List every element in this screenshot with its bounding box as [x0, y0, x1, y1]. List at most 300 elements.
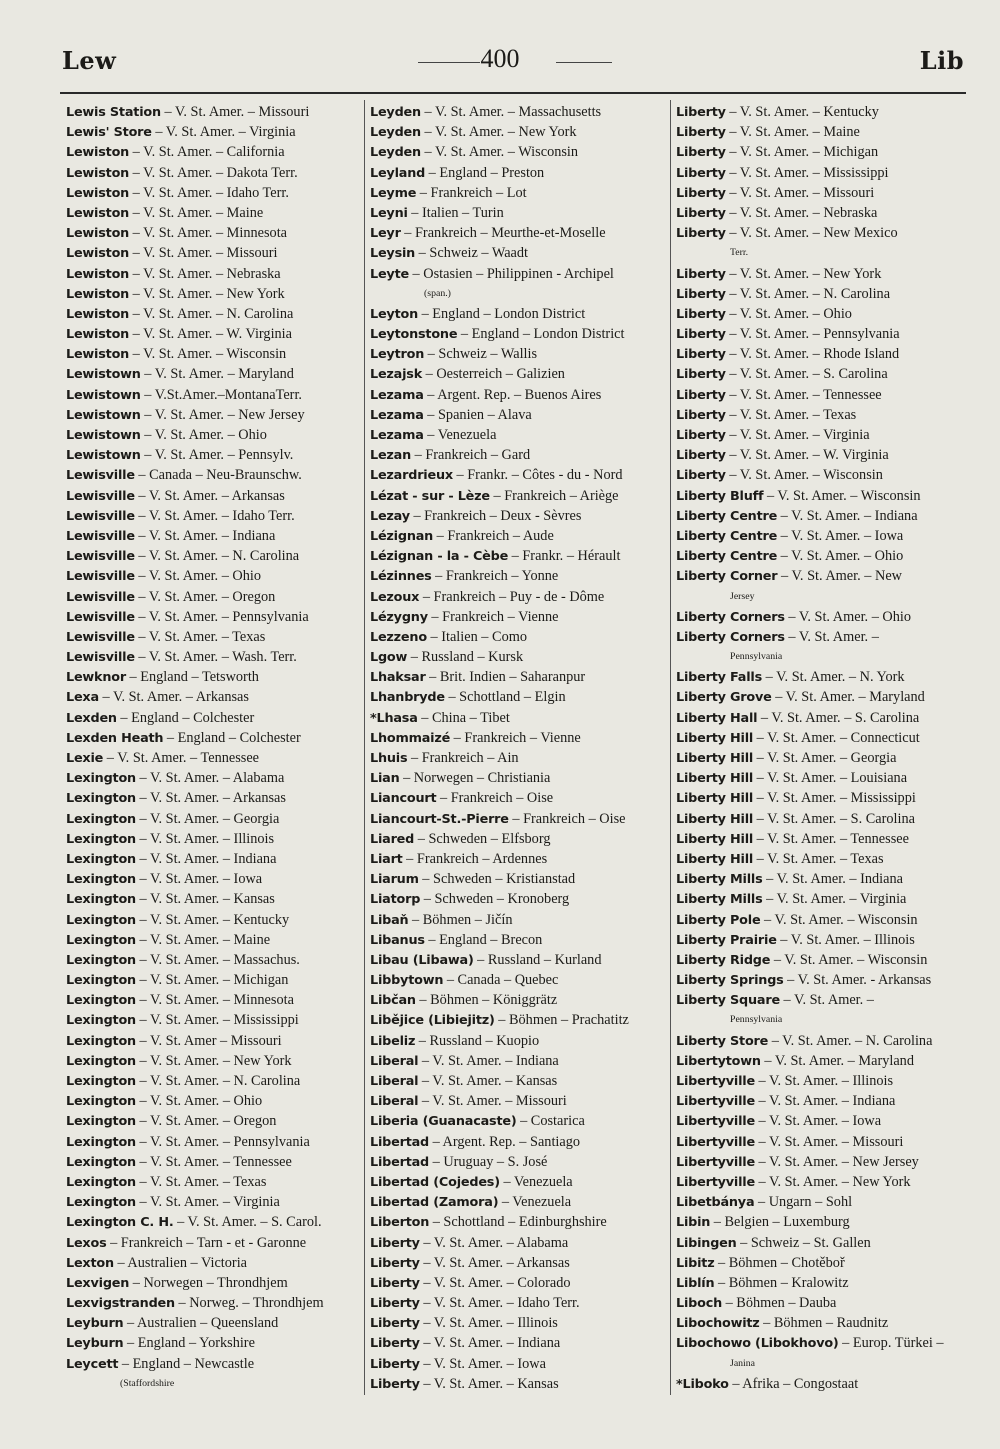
gazetteer-entry [370, 566, 668, 586]
entry-continuation-text: Pennsylvania [730, 1014, 783, 1026]
gazetteer-entry [66, 990, 360, 1010]
place-name: Lézignan [370, 528, 434, 544]
entry-location: – Frankreich – Ariège [489, 487, 619, 504]
place-name: Liberty [676, 205, 726, 221]
gazetteer-entry [370, 223, 668, 243]
place-name: Libbytown [370, 973, 444, 989]
place-name: Liberty Bluff [676, 488, 764, 504]
place-name: Liberty [676, 145, 726, 161]
gazetteer-entry [676, 849, 968, 869]
gazetteer-entry [66, 910, 360, 930]
place-name: Lexington [66, 872, 136, 888]
place-name: Libetbánya [676, 1195, 755, 1211]
place-name: Liberty Grove [676, 690, 772, 706]
place-name: Liboch [676, 1296, 722, 1312]
place-name: Leyte [370, 266, 409, 282]
place-name: Liarum [370, 872, 419, 888]
entry-location: – Frankreich – Puy - de - Dôme [419, 588, 605, 605]
place-name: Liberty [370, 1275, 420, 1291]
place-name: Lewiston [66, 165, 130, 181]
gazetteer-entry [370, 788, 668, 808]
place-name: Liancourt-St.-Pierre [370, 811, 509, 827]
entry-location: – V. St. Amer. – New York [420, 124, 577, 141]
place-name: *Liboko [676, 1376, 729, 1392]
entry-location: – V. St. Amer. – Pennsylvania [134, 608, 309, 625]
gazetteer-entry [66, 1152, 360, 1172]
entry-location: – V. St. Amer. – Indiana [418, 1052, 559, 1069]
page-number: 400 [480, 44, 520, 73]
place-name: Lewisville [66, 549, 135, 565]
entry-location: – V. St. Amer. – Indiana [754, 1093, 896, 1110]
gazetteer-entry [66, 1111, 360, 1131]
gazetteer-entry [676, 566, 968, 586]
place-name: Lexington [66, 912, 136, 928]
gazetteer-entry [66, 647, 360, 667]
gazetteer-entry [66, 425, 360, 445]
place-name: Liberty Centre [676, 508, 778, 524]
gazetteer-entry [676, 788, 968, 808]
place-name: Lezzeno [370, 629, 427, 645]
gazetteer-entry [370, 405, 668, 425]
place-name: Liberty [676, 226, 726, 242]
place-name: Lezan [370, 448, 412, 464]
gazetteer-entry [370, 950, 668, 970]
entry-location: – V. St. Amer – Missouri [135, 1032, 282, 1049]
place-name: Liberty Store [676, 1033, 769, 1049]
place-name: Liberty [676, 165, 726, 181]
gazetteer-entry [370, 970, 668, 990]
gazetteer-entry [370, 203, 668, 223]
gazetteer-entry [66, 223, 360, 243]
gazetteer-entry [676, 1111, 968, 1131]
place-name: Liberty [676, 428, 726, 443]
entry-location: – V. St. Amer. – Pennsylvania [135, 1133, 310, 1150]
place-name: Lexington [66, 1013, 136, 1029]
gazetteer-entry [676, 1233, 968, 1253]
gazetteer-entry [66, 203, 360, 223]
place-name: Liberty Hill [676, 771, 754, 787]
gazetteer-entry [66, 1192, 360, 1212]
gazetteer-entry [676, 1293, 968, 1313]
place-name: Lexos [66, 1235, 107, 1251]
gazetteer-entry [370, 1253, 668, 1273]
place-name: Liberty Centre [676, 549, 778, 565]
gazetteer-entry [370, 1233, 668, 1253]
gazetteer-entry [66, 445, 360, 465]
gazetteer-entry [676, 486, 968, 506]
entry-location: – Schweiz – Wallis [424, 346, 538, 363]
entry-location: – V. St. Amer. – New Mexico [725, 225, 898, 242]
entry-location: – V. St. Amer. – Texas [135, 1173, 267, 1190]
gazetteer-entry [370, 1172, 668, 1192]
gazetteer-entry [66, 1031, 360, 1051]
place-name: Liberty Hill [676, 751, 754, 766]
place-name: Liberty [676, 185, 726, 201]
place-name: Lewisville [66, 528, 135, 544]
place-name: Leyton [370, 306, 418, 322]
gazetteer-entry [66, 142, 360, 162]
place-name: Leytron [370, 347, 425, 363]
entry-location: – V. St. Amer. – Iowa [419, 1355, 546, 1372]
gazetteer-entry [676, 425, 968, 445]
place-name: Leycett [66, 1356, 119, 1372]
place-name: Liberty Pole [676, 912, 761, 928]
entry-location: – Frankreich – Deux - Sèvres [409, 507, 582, 524]
place-name: Liberty [676, 105, 726, 120]
place-name: Lezajsk [370, 367, 423, 383]
gazetteer-entry [370, 768, 668, 788]
entry-location: – V. St. Amer. – New York [754, 1173, 911, 1190]
place-name: Libertyville [676, 1114, 755, 1130]
entry-location: – V. St. Amer. – Wash. Terr. [134, 649, 297, 666]
place-name: Lexington [66, 973, 136, 989]
gazetteer-entry [676, 284, 968, 304]
entry-location: – V. St. Amer. – Ohio [135, 1093, 263, 1110]
gazetteer-entry [370, 344, 668, 364]
entry-continuation-text: Janina [730, 1357, 756, 1369]
entry-location: – V. St. Amer. – Missouri [160, 104, 310, 120]
place-name: Lexington [66, 1174, 136, 1190]
entry-location: – Norwegen – Christiania [399, 770, 551, 787]
gazetteer-entry [66, 1273, 360, 1293]
gazetteer-entry [676, 687, 968, 707]
entry-location: – V. St. Amer. – Minnesota [129, 225, 288, 242]
entry-location: – Argent. Rep. – Buenos Aires [423, 386, 602, 403]
place-name: Liberia (Guanacaste) [370, 1114, 517, 1130]
place-name: Leyden [370, 125, 421, 141]
entry-location: – Schweiz – St. Gallen [736, 1234, 871, 1251]
entry-location: – V. St. Amer. – Maine [135, 931, 271, 948]
place-name: Libertad [370, 1154, 430, 1170]
entry-location: – V. St. Amer. – Tennessee [753, 830, 909, 847]
place-name: Lewisville [66, 629, 135, 645]
entry-location: – Frankreich – Tarn - et - Garonne [106, 1234, 307, 1251]
entry-location: – Canada – Neu-Braunschw. [134, 467, 302, 484]
gazetteer-entry [370, 163, 668, 183]
gazetteer-entry [66, 122, 360, 142]
entry-location: – V. St. Amer. – Kentucky [725, 104, 879, 120]
place-name: Lexington [66, 952, 136, 968]
place-name: Lewiston [66, 205, 130, 221]
entry-location: – V. St. Amer. – N. Carolina [134, 548, 300, 565]
entry-location: – V. St. Amer. – Connecticut [753, 729, 920, 746]
entry-location: – Europ. Türkei – [838, 1335, 944, 1352]
entry-continuation-text: (Staffordshire [120, 1377, 175, 1389]
place-name: Liberal [370, 1074, 419, 1089]
gazetteer-entry [676, 1333, 968, 1353]
entry-location: – V. St. Amer. – Ohio [784, 608, 912, 625]
gazetteer-entry [370, 102, 668, 122]
entry-location: – Norweg. – Throndhjem [174, 1295, 324, 1312]
entry-continuation-text: Pennsylvania [730, 651, 783, 663]
place-name: Lewknor [66, 670, 126, 686]
gazetteer-entry [370, 748, 668, 768]
gazetteer-entry [66, 344, 360, 364]
entry-location: – V. St. Amer. – W. Virginia [129, 326, 293, 343]
place-name: Leyland [370, 165, 426, 181]
place-name: Lexton [66, 1255, 114, 1271]
gazetteer-entry [66, 950, 360, 970]
place-name: Lewisville [66, 569, 135, 585]
place-name: Liberton [370, 1215, 430, 1231]
entry-location: – V. St. Amer. – Indiana [135, 850, 277, 867]
gazetteer-entry [66, 1091, 360, 1111]
place-name: Lewisville [66, 468, 135, 484]
entry-location: – England – Preston [425, 164, 545, 181]
place-name: Liberty Mills [676, 892, 763, 908]
gazetteer-entry [676, 1071, 968, 1091]
gazetteer-entry [66, 506, 360, 526]
entry-location: – Böhmen – Kralowitz [714, 1274, 849, 1291]
entry-location: – Böhmen – Königgrätz [415, 992, 558, 1009]
entry-location: – V. St. Amer. – W. Virginia [725, 447, 889, 464]
entry-location: – V. St. Amer. – Indiana [762, 871, 903, 888]
place-name: Lézat - sur - Lèze [370, 488, 490, 504]
gazetteer-entry [66, 546, 360, 566]
entry-location: – Schottland – Edinburghshire [429, 1214, 607, 1231]
place-name: Lezay [370, 508, 410, 524]
place-name: Lgow [370, 650, 408, 666]
place-name: Leyden [370, 145, 421, 161]
entry-location: – England – Newcastle [118, 1355, 255, 1372]
gazetteer-entry [676, 304, 968, 324]
gazetteer-entry [676, 264, 968, 284]
place-name: Liberty [676, 306, 726, 322]
entry-location: – V. St. Amer. – Nebraska [129, 265, 281, 282]
gazetteer-entry [676, 1051, 968, 1071]
gazetteer-entry [370, 122, 668, 142]
gazetteer-entry [66, 607, 360, 627]
place-name: Leysin [370, 246, 416, 262]
entry-location: – V. St. Amer. – New York [135, 1052, 292, 1069]
entry-location: – V. St. Amer. – Kentucky [135, 911, 290, 928]
entry-location: – V. St. Amer. – Tennessee [103, 750, 260, 766]
place-name: Lexie [66, 751, 104, 766]
place-name: Lewisville [66, 589, 135, 605]
entry-location: – Böhmen – Jičín [408, 911, 513, 928]
gazetteer-entry [676, 344, 968, 364]
place-name: Lewisville [66, 609, 135, 625]
entry-location: – V. St. Amer. – New York [725, 265, 882, 282]
entry-location: – V.St.Amer.–MontanaTerr. [140, 386, 302, 403]
gazetteer-entry [370, 1333, 668, 1353]
place-name: Libochowo (Libokhovo) [676, 1336, 839, 1352]
gazetteer-entry [676, 950, 968, 970]
entry-location: – Frankreich – Oise [436, 790, 554, 807]
entry-location: – V. St. Amer. – Wisconsin [420, 144, 579, 161]
place-name: Libertad (Zamora) [370, 1195, 499, 1211]
gazetteer-entry [676, 708, 968, 728]
place-name: Liberty Ridge [676, 952, 771, 968]
gazetteer-entry [676, 1273, 968, 1293]
place-name: Lewiston [66, 306, 130, 322]
column-3 [676, 102, 968, 1394]
place-name: Liart [370, 851, 403, 867]
entry-location: – V. St. Amer. – Nebraska [725, 204, 878, 221]
entry-location: – V. St. Amer. – Illinois [754, 1073, 894, 1089]
gazetteer-entry [676, 889, 968, 909]
gazetteer-entry [370, 667, 668, 687]
header-rule-right [556, 62, 612, 63]
entry-location: – V. St. Amer. – Wisconsin [760, 911, 918, 928]
place-name: Libau (Libawa) [370, 952, 474, 968]
entry-location: – V. St. Amer. – Colorado [419, 1274, 571, 1291]
entry-location: – V. St. Amer. – Arkansas [134, 487, 285, 504]
entry-location: – V. St. Amer. – Texas [725, 406, 857, 423]
gazetteer-entry [370, 829, 668, 849]
entry-location: – Frankr. – Côtes - du - Nord [452, 467, 623, 484]
entry-location: – V. St. Amer. – Virginia [725, 427, 870, 443]
gazetteer-entry [676, 102, 968, 122]
entry-location: – Frankreich – Vienne [450, 729, 581, 746]
entry-location: – V. St. Amer. – N. Carolina [725, 285, 891, 302]
entry-location: – V. St. Amer. – Mississippi [753, 790, 916, 807]
place-name: Lézignan - la - Cèbe [370, 549, 509, 565]
place-name: Libertytown [676, 1053, 761, 1069]
gazetteer-entry [676, 829, 968, 849]
gazetteer-entry [66, 243, 360, 263]
place-name: Lewiston [66, 145, 130, 161]
entry-location: – Russland – Kursk [407, 649, 524, 666]
place-name: Libertyville [676, 1074, 755, 1089]
gazetteer-entry [66, 1010, 360, 1030]
entry-location: – V. St. Amer. – Indiana [134, 527, 276, 544]
entry-continuation [676, 243, 968, 263]
place-name: Leytonstone [370, 327, 458, 343]
gazetteer-entry [370, 1031, 668, 1051]
place-name: Liared [370, 831, 415, 847]
place-name: Lexington [66, 1154, 136, 1170]
gazetteer-entry [676, 809, 968, 829]
gazetteer-entry [676, 990, 968, 1010]
entry-continuation [676, 647, 968, 667]
place-name: Liberty Hill [676, 831, 754, 847]
gazetteer-entry [66, 1132, 360, 1152]
entry-location: – V. St. Amer. – Oregon [134, 588, 276, 605]
place-name: Lewistown [66, 367, 141, 383]
gazetteer-entry [370, 1111, 668, 1131]
entry-location: – V. St. Amer. – Wisconsin [770, 951, 928, 968]
gazetteer-entry [370, 1293, 668, 1313]
place-name: Liberty Corner [676, 569, 778, 585]
entry-location: – V. St. Amer. – N. York [762, 669, 905, 686]
entry-location: – V. St. Amer. – S. Carolina [753, 810, 915, 827]
gazetteer-entry [676, 1172, 968, 1192]
column-divider [670, 100, 671, 1395]
entry-location: – V. St. Amer. – Oregon [135, 1113, 277, 1130]
entry-location: – V. St. Amer. – Illinois [419, 1315, 558, 1332]
gazetteer-entry [66, 869, 360, 889]
place-name: Lewis' Store [66, 125, 152, 141]
entry-location: – China – Tibet [417, 709, 510, 726]
gazetteer-entry [676, 405, 968, 425]
column-1 [66, 102, 360, 1394]
gazetteer-entry [676, 1192, 968, 1212]
entry-location: – Schottland – Elgin [444, 689, 566, 706]
place-name: Lewistown [66, 448, 141, 464]
gazetteer-entry [370, 889, 668, 909]
gazetteer-entry [370, 506, 668, 526]
entry-continuation [676, 587, 968, 607]
gazetteer-entry [676, 667, 968, 687]
place-name: Lexington [66, 771, 136, 787]
entry-location: – V. St. Amer. – [784, 628, 879, 645]
entry-location: – V. St. Amer. – Minnesota [135, 992, 294, 1009]
place-name: Lexden [66, 710, 117, 726]
entry-location: – V. St. Amer. – Massachusetts [420, 104, 602, 120]
entry-location: – Böhmen – Chotěboř [714, 1254, 845, 1271]
place-name: Libochowitz [676, 1316, 760, 1332]
entry-continuation [370, 284, 668, 304]
gazetteer-entry [66, 748, 360, 768]
entry-location: – V. St. Amer. – Dakota Terr. [129, 164, 298, 181]
column-2 [370, 102, 668, 1394]
gazetteer-entry [370, 546, 668, 566]
place-name: Liberty [676, 448, 726, 464]
entry-continuation-text: Terr. [730, 247, 749, 259]
place-name: Lewisville [66, 488, 135, 504]
gazetteer-entry [370, 385, 668, 405]
place-name: Libanus [370, 932, 425, 948]
gazetteer-entry [676, 869, 968, 889]
place-name: Lexington [66, 791, 136, 807]
gazetteer-entry [370, 1152, 668, 1172]
entry-location: – V. St. Amer. – S. Carol. [173, 1214, 322, 1231]
page-header [0, 46, 1000, 76]
place-name: Lexington [66, 851, 136, 867]
gazetteer-entry [676, 1132, 968, 1152]
entry-continuation-text: (span.) [424, 287, 451, 299]
gazetteer-entry [370, 849, 668, 869]
entry-location: – V. St. Amer. – Alabama [135, 770, 285, 787]
gazetteer-entry [370, 708, 668, 728]
entry-location: – V. St. Amer. – Alabama [419, 1234, 569, 1251]
entry-location: – V. St. Amer. – Ohio [725, 305, 852, 322]
place-name: Libertyville [676, 1174, 755, 1190]
gazetteer-entry [66, 264, 360, 284]
running-head-left: Lew [62, 46, 117, 75]
entry-location: – Frankr. – Hérault [508, 548, 621, 565]
entry-location: – Spanien – Alava [423, 406, 532, 423]
gazetteer-entry [676, 183, 968, 203]
entry-location: – V. St. Amer. – Wisconsin [725, 467, 883, 484]
place-name: Libin [676, 1215, 711, 1231]
gazetteer-entry [370, 1091, 668, 1111]
entry-location: – V. St. Amer. – Tennessee [135, 1153, 292, 1170]
header-rule [60, 92, 966, 94]
gazetteer-entry [370, 1132, 668, 1152]
place-name: Liberty [676, 468, 726, 484]
place-name: Liberty Prairie [676, 932, 777, 948]
gazetteer-entry [676, 364, 968, 384]
gazetteer-entry [676, 324, 968, 344]
entry-location: – Böhmen – Dauba [722, 1295, 837, 1312]
place-name: Lexington [66, 1033, 136, 1049]
gazetteer-entry [370, 647, 668, 667]
gazetteer-entry [66, 889, 360, 909]
entry-location: – Frankreich – Meurthe-et-Moselle [400, 225, 606, 242]
place-name: Liberty Mills [676, 872, 763, 888]
entry-location: – Frankreich – Ardennes [402, 850, 548, 867]
entry-location: – Russland – Kurland [473, 951, 602, 968]
entry-location: – Frankreich – Lot [416, 184, 527, 201]
place-name: Lexington [66, 1053, 136, 1069]
place-name: Lhuis [370, 751, 408, 766]
gazetteer-entry [676, 506, 968, 526]
gazetteer-entry [370, 243, 668, 263]
entry-location: – V. St. Amer. – N. Carolina [129, 305, 294, 322]
place-name: Lewis Station [66, 105, 161, 120]
